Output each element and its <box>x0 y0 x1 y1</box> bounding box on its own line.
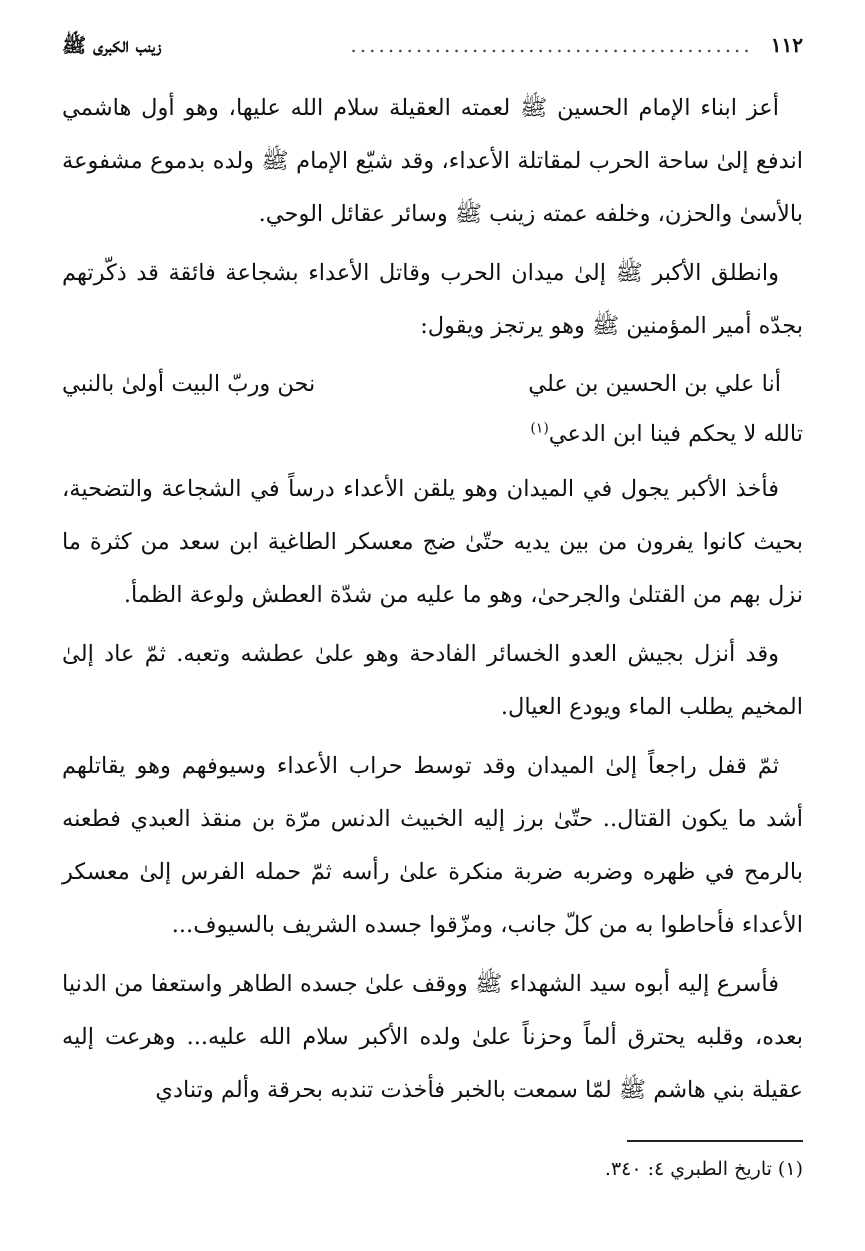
book-page <box>62 28 803 1231</box>
footnote-divider <box>627 1140 803 1142</box>
verse-hemistich-left: نحن وربّ البيت أولىٰ بالنبي <box>62 371 316 397</box>
running-header <box>62 28 803 62</box>
poetry-verse <box>62 359 803 459</box>
verse-last-line <box>62 409 803 459</box>
body-text <box>62 82 803 1117</box>
paragraph: ثمّ قفل راجعاً إلىٰ الميدان وقد توسط حراب الأعداء وسيوفهم وهو يقاتلهم أشد ما يكون القتال.. حتّىٰ برز إليه الخبيث الدنس مرّة بن منقذ العبدي فطعنه بالرمح في ظهره وضربه ضربة منكرة علىٰ رأسه ثمّ حمله الفرس إلىٰ معسكر الأعداء فأحاطوا به من كلّ جانب، ومزّقوا جسده الشريف بالسيوف... <box>62 753 803 938</box>
verse-last-line-text: تالله لا يحكم فينا ابن الدعي <box>548 421 803 447</box>
footnote-marker: (١) <box>530 420 549 437</box>
running-title: زينب الكبرى ﷺ <box>62 33 162 57</box>
paragraph: وقد أنزل بجيش العدو الخسائر الفادحة وهو علىٰ عطشه وتعبه. ثمّ عاد إلىٰ المخيم يطلب الماء ويودع العيال. <box>62 641 803 720</box>
paragraph: أعز ابناء الإمام الحسين ﷺ لعمته العقيلة سلام الله عليها، وهو أول هاشمي اندفع إلىٰ ساحة الحرب لمقاتلة الأعداء، وقد شيّع الإمام ﷺ ولده بدموع مشفوعة بالأسىٰ والحزن، وخلفه عمته زينب ﷺ وسائر عقائل الوحي. <box>62 95 803 227</box>
footnote: (١) تاريخ الطبري ٤: ٣٤٠. <box>604 1158 803 1180</box>
verse-row <box>62 359 803 409</box>
dot-leader: ........................................... <box>350 33 753 57</box>
verse-hemistich-right: أنا علي بن الحسين بن علي <box>528 371 781 397</box>
paragraph: فأخذ الأكبر يجول في الميدان وهو يلقن الأعداء درساً في الشجاعة والتضحية، بحيث كانوا يفرون من بين يديه حتّىٰ ضج معسكر الطاغية ابن سعد من كثرة ما نزل بهم من القتلىٰ والجرحىٰ، وهو ما عليه من شدّة العطش ولوعة الظمأ. <box>62 476 803 608</box>
page-number: ١١٢ <box>770 33 803 57</box>
paragraph: وانطلق الأكبر ﷺ إلىٰ ميدان الحرب وقاتل الأعداء بشجاعة فائقة قد ذكّرتهم بجدّه أمير المؤمنين ﷺ وهو يرتجز ويقول: <box>62 260 803 339</box>
paragraph: فأسرع إليه أبوه سيد الشهداء ﷺ ووقف علىٰ جسده الطاهر واستعفا من الدنيا بعده، وقلبه يحترق ألماً وحزناً علىٰ ولده الأكبر سلام الله عليه... وهرعت إليه عقيلة بني هاشم ﷺ لمّا سمعت بالخبر فأخذت تندبه بحرقة وألم وتنادي <box>62 971 803 1103</box>
